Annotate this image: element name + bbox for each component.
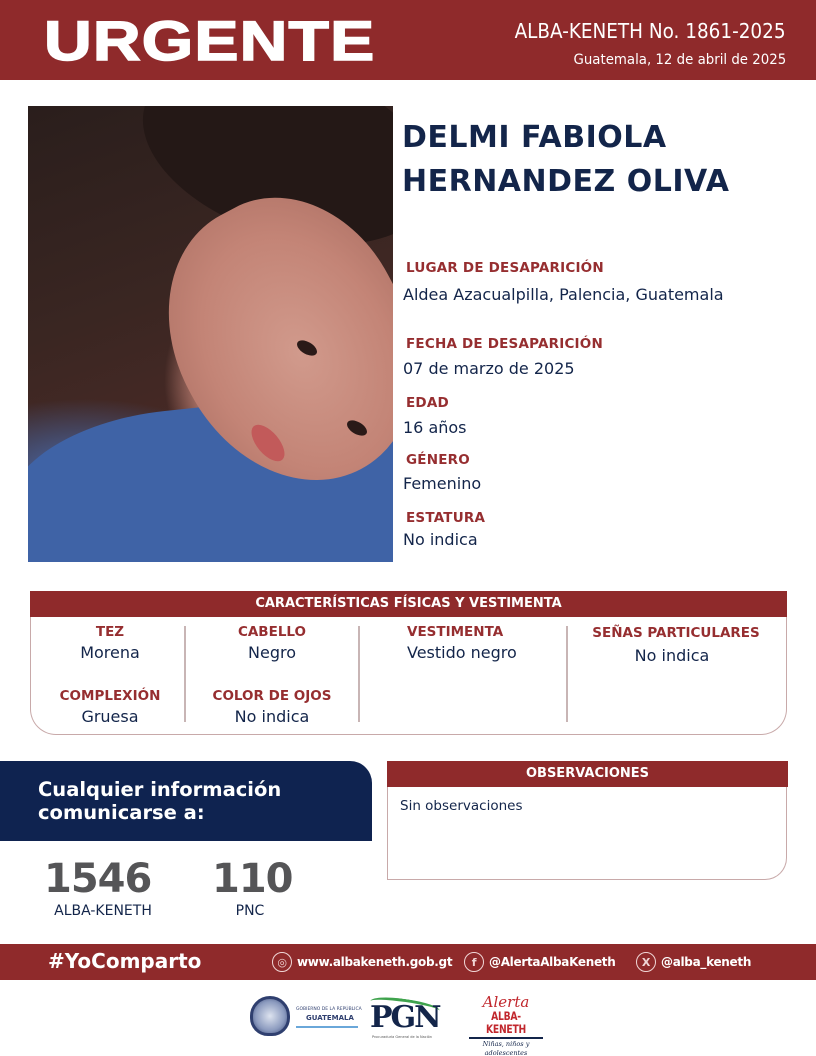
contact-heading-line1: Cualquier información	[38, 778, 282, 801]
web-icon: ◎	[272, 952, 292, 972]
urgent-title: URGENTE	[44, 9, 376, 72]
alerta-logo-name: ALBA-KENETH	[486, 1009, 526, 1036]
contact-heading-line2: comunicarse a:	[38, 801, 205, 824]
contact-heading	[38, 778, 281, 824]
phone-pnc[interactable]: 110	[212, 856, 293, 902]
value-age: 16 años	[403, 418, 467, 437]
x-handle[interactable]: @alba_keneth	[661, 955, 752, 969]
logo-alerta-alba-keneth	[466, 993, 546, 1056]
phone-alba-keneth[interactable]: 1546	[44, 856, 152, 902]
value-height: No indica	[403, 530, 478, 549]
column-divider	[358, 626, 360, 722]
person-name-line1: DELMI FABIOLA	[402, 120, 667, 155]
label-disappearance-date: FECHA DE DESAPARICIÓN	[406, 336, 603, 352]
characteristics-title: CARACTERÍSTICAS FÍSICAS Y VESTIMENTA	[30, 591, 787, 617]
missing-person-photo	[28, 106, 393, 562]
observations-title: OBSERVACIONES	[387, 761, 788, 787]
gob-logo-country: GUATEMALA	[306, 1014, 354, 1022]
label-gender: GÉNERO	[406, 452, 470, 468]
label-distinguishing-marks: SEÑAS PARTICULARES	[592, 625, 760, 641]
value-hair: Negro	[248, 643, 296, 662]
value-distinguishing-marks: No indica	[634, 646, 710, 665]
hashtag: #YoComparto	[48, 949, 202, 973]
phone-label-alba-keneth: ALBA-KENETH	[54, 903, 152, 919]
alerta-logo-tagline: Niñas, niños y adolescentes	[482, 1039, 530, 1056]
issue-place-date: Guatemala, 12 de abril de 2025	[573, 52, 786, 68]
label-eye-color: COLOR DE OJOS	[212, 688, 332, 704]
label-age: EDAD	[406, 395, 449, 411]
label-disappearance-place: LUGAR DE DESAPARICIÓN	[406, 260, 604, 276]
gob-logo-text: GOBIERNO DE LA REPÚBLICA	[296, 1007, 362, 1012]
website-link[interactable]: www.albakeneth.gob.gt	[297, 955, 453, 969]
person-name-line2: HERNANDEZ OLIVA	[402, 164, 730, 199]
logo-gobierno-guatemala	[250, 996, 360, 1038]
social-website[interactable]	[272, 951, 452, 973]
value-disappearance-place: Aldea Azacualpilla, Palencia, Guatemala	[403, 285, 724, 304]
pgn-logo-subtitle: Procuraduría General de la Nación	[372, 1035, 433, 1039]
observations-text: Sin observaciones	[400, 798, 523, 814]
phone-label-pnc: PNC	[235, 903, 265, 919]
label-height: ESTATURA	[406, 510, 486, 526]
value-skin: Morena	[80, 643, 140, 662]
x-icon: X	[636, 952, 656, 972]
column-divider	[566, 626, 568, 722]
label-skin: TEZ	[95, 624, 125, 640]
value-disappearance-date: 07 de marzo de 2025	[403, 359, 575, 378]
label-build: COMPLEXIÓN	[59, 688, 161, 704]
person-name	[402, 116, 729, 204]
pgn-logo-text: PGN	[370, 1000, 440, 1035]
facebook-icon: f	[464, 952, 484, 972]
value-gender: Femenino	[403, 474, 482, 493]
column-divider	[184, 626, 186, 722]
facebook-handle[interactable]: @AlertaAlbaKeneth	[489, 955, 616, 969]
logo-pgn	[368, 997, 448, 1041]
value-build: Gruesa	[81, 707, 139, 726]
case-number: ALBA-KENETH No. 1861-2025	[515, 19, 786, 43]
value-eye-color: No indica	[234, 707, 310, 726]
social-x[interactable]	[636, 951, 751, 973]
gob-logo-rule	[296, 1026, 358, 1028]
alerta-logo-rule	[469, 1037, 543, 1039]
social-facebook[interactable]	[464, 951, 615, 973]
value-clothing: Vestido negro	[407, 643, 517, 662]
label-hair: CABELLO	[237, 624, 307, 640]
label-clothing: VESTIMENTA	[407, 624, 504, 640]
alerta-logo-script: Alerta	[482, 993, 530, 1011]
coat-of-arms-icon	[250, 996, 290, 1036]
